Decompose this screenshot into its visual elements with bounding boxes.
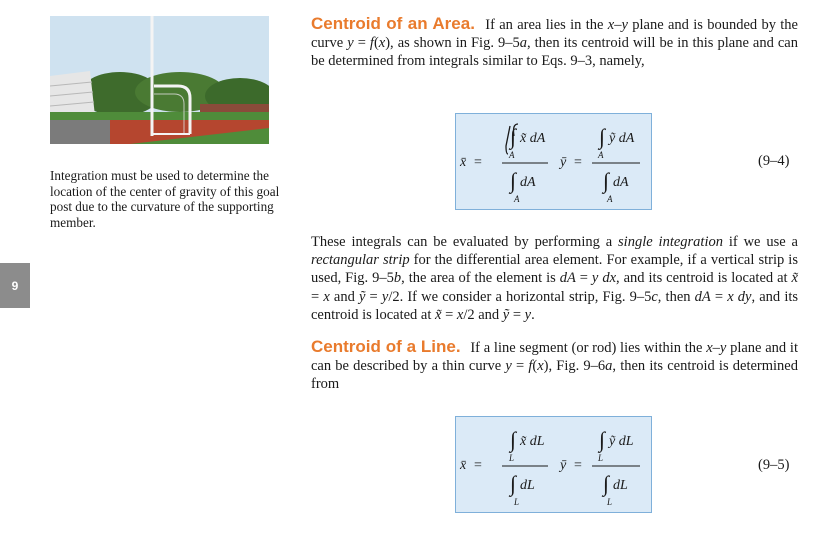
svg-text:dA: dA	[613, 175, 629, 190]
domain-label: A	[509, 150, 515, 160]
section-area-text: If an area lies in the x–y plane and is bounded by the curve y = f(x), as shown in Fig. 9–5a, then its centroid will be in this plane and can be determined from integrals similar to Eqs. 9–3, namely,	[311, 17, 798, 70]
equation-area-box	[455, 113, 652, 210]
svg-text:=: =	[574, 155, 582, 170]
equals-sign: =	[474, 155, 482, 170]
svg-text:∫: ∫	[603, 168, 610, 193]
svg-text:L: L	[509, 453, 515, 463]
section-line-heading: Centroid of a Line.	[311, 337, 461, 356]
ybar-symbol: ȳ	[560, 155, 567, 170]
svg-text:=: =	[574, 458, 582, 473]
numerator-y: ỹ dA	[609, 131, 635, 146]
svg-text:∫: ∫	[510, 427, 517, 452]
svg-text:∫: ∫	[510, 471, 517, 496]
equation-line-box	[455, 416, 652, 513]
goal-post-photo	[50, 16, 269, 144]
svg-text:A: A	[514, 194, 520, 204]
section-line-text: If a line segment (or rod) lies within the x–y plane and it can be described by a thin curve y = f(x), Fig. 9–6a, then its centroid is determined from	[311, 340, 798, 393]
svg-text:L: L	[598, 453, 604, 463]
numerator-y-line: ỹ dL	[609, 434, 634, 449]
chapter-number: 9	[11, 278, 19, 293]
section-area	[311, 15, 798, 71]
svg-text:L: L	[607, 497, 613, 507]
strip-paragraph: These integrals can be evaluated by performing a single integration if we use a rectangular strip for the differential area element. For example, if a vertical strip is used, Fig. 9–5b, the area of the element is dA = y dx, and its centroid is located at x̃ = x and ỹ = y/2. If we consider a horizontal strip, Fig. 9–5c, then dA = x dy, and its centroid is located at x̃ = x/2 and ỹ = y.	[311, 234, 799, 323]
svg-text:A: A	[598, 150, 604, 160]
equation-number-area: (9–4)	[758, 153, 790, 169]
svg-text:=: =	[474, 458, 482, 473]
svg-text:L: L	[514, 497, 520, 507]
svg-text:∫: ∫	[603, 471, 610, 496]
numerator-x-line: x̃ dL	[520, 434, 545, 449]
svg-text:∫: ∫	[510, 124, 517, 149]
section-area-heading: Centroid of an Area.	[311, 14, 475, 33]
svg-text:ȳ: ȳ	[560, 458, 567, 473]
svg-text:x̄: x̄	[460, 458, 467, 473]
denominator: dA	[520, 175, 536, 190]
photo-caption: Integration must be used to determine the location of the center of gravity of this goal post due to the curvature of the supporting member.	[50, 168, 280, 230]
chapter-tab	[0, 263, 30, 308]
svg-text:dL: dL	[613, 478, 628, 493]
svg-text:∫: ∫	[599, 427, 606, 452]
xbar-symbol: x̄	[460, 155, 467, 170]
svg-text:A: A	[607, 194, 613, 204]
svg-text:dL: dL	[520, 478, 535, 493]
svg-text:∫: ∫	[599, 124, 606, 149]
numerator-x: x̃ dA	[520, 131, 546, 146]
svg-text:∫: ∫	[510, 168, 517, 193]
equation-number-line: (9–5)	[758, 457, 790, 473]
section-line	[311, 338, 798, 394]
